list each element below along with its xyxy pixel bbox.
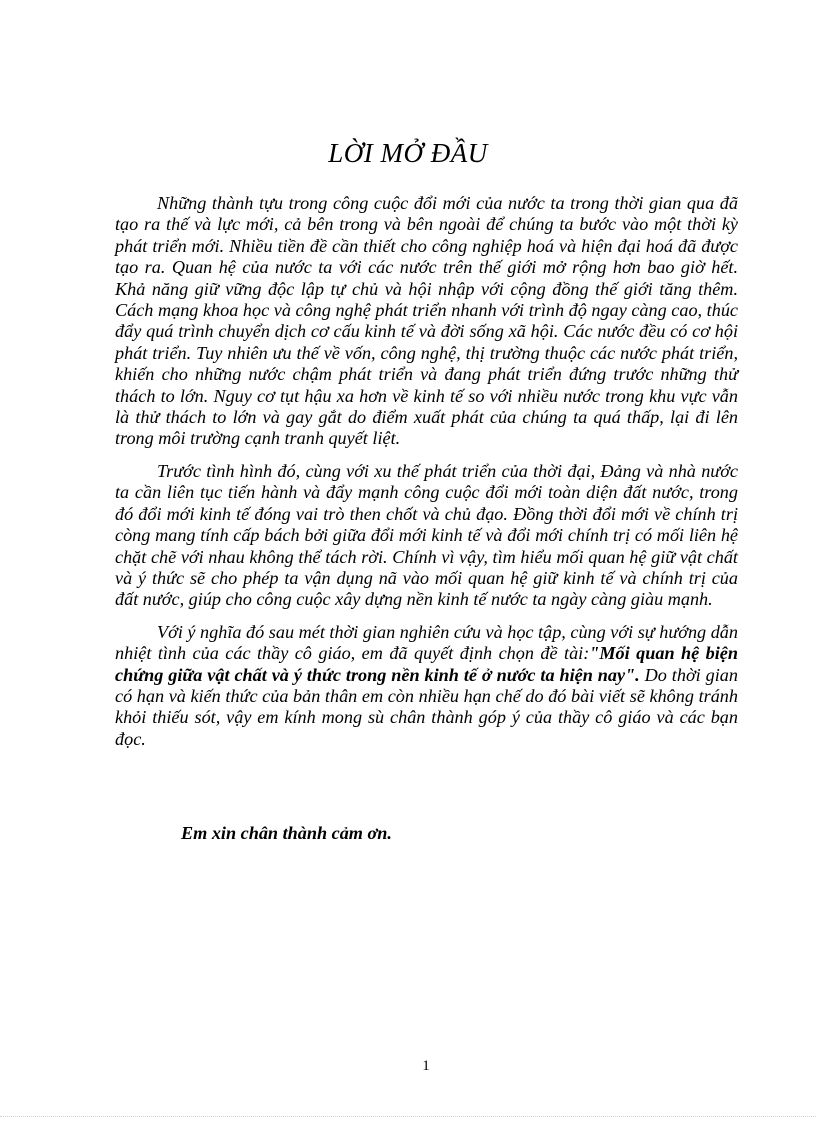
paragraph-intro: Những thành tựu trong công cuộc đổi mới của nước ta trong thời gian qua đã tạo ra thế và lực mới, cả bên trong và bên ngoài để chúng ta bước vào một thời kỳ phát triển mới. Nhiều tiền đề cần thiết cho công nghiệp hoá và hiện đại hoá đã được tạo ra. Quan hệ của nước ta với các nước trên thế giới mở rộng hơn bao giờ hết. Khả năng giữ vững độc lập tự chủ và hội nhập với cộng đồng thế giới tăng thêm. Cách mạng khoa học và công nghệ phát triển nhanh với trình độ ngay càng cao, thúc đẩy quá trình chuyển dịch cơ cấu kinh tế và đời sống xã hội. Các nước đều có cơ hội phát triển. Tuy nhiên ưu thế về vốn, công nghệ, thị trường thuộc các nước phát triển, khiến cho những nước chậm phát triển và đang phát triển đứng trước những thử thách to lớn. Nguy cơ tụt hậu xa hơn về kinh tế so với nhiều nước trong khu vực vẫn là thử thách to lớn và gay gắt do điểm xuất phát của chúng ta quá thấp, lại đi lên trong môi trường cạnh tranh quyết liệt. <box>115 193 738 449</box>
paragraph-topic-lead: Với ý nghĩa đó sau mét thời gian nghiên cứu và học tập, cùng với sự hướng dẫn nhiệt tình của các thầy cô giáo, em đã quyết định chọn đề tài: <box>115 621 738 664</box>
page-number: 1 <box>422 1058 430 1074</box>
page-bottom-divider <box>0 1116 816 1117</box>
page-title: LỜI MỞ ĐẦU <box>328 138 488 168</box>
thesis-title: "Mối quan hệ biện chứng giữa vật chất và ý thức trong nền kinh tế ở nước ta hiện nay". <box>115 643 738 685</box>
closing-thanks: Em xin chân thành cảm ơn. <box>181 823 392 843</box>
paragraph-context: Trước tình hình đó, cùng với xu thế phát triển của thời đại, Đảng và nhà nước ta cần liên tục tiến hành và đẩy mạnh công cuộc đổi mới toàn diện đất nước, trong đó đổi mới kinh tế đóng vai trò then chốt và chủ đạo. Đồng thời đổi mới về chính trị còng mang tính cấp bách bởi giữa đổi mới kinh tế và đổi mới chính trị có mối liên hệ chặt chẽ với nhau không thể tách rời. Chính vì vậy, tìm hiểu mối quan hệ giữ vật chất và ý thức sẽ cho phép ta vận dụng nã vào mối quan hệ giữ kinh tế và chính trị của đất nước, giúp cho công cuộc xây dựng nền kinh tế nước ta ngày càng giàu mạnh. <box>115 460 738 610</box>
document-body <box>115 193 738 761</box>
paragraph-topic <box>115 622 738 750</box>
paragraph-topic-tail: Do thời gian có hạn và kiến thức của bản thân em còn nhiều hạn chế do đó bài viết sẽ không tránh khỏi thiếu sót, vậy em kính mong sù chân thành góp ý của thầy cô giáo và các bạn đọc. <box>115 664 738 749</box>
